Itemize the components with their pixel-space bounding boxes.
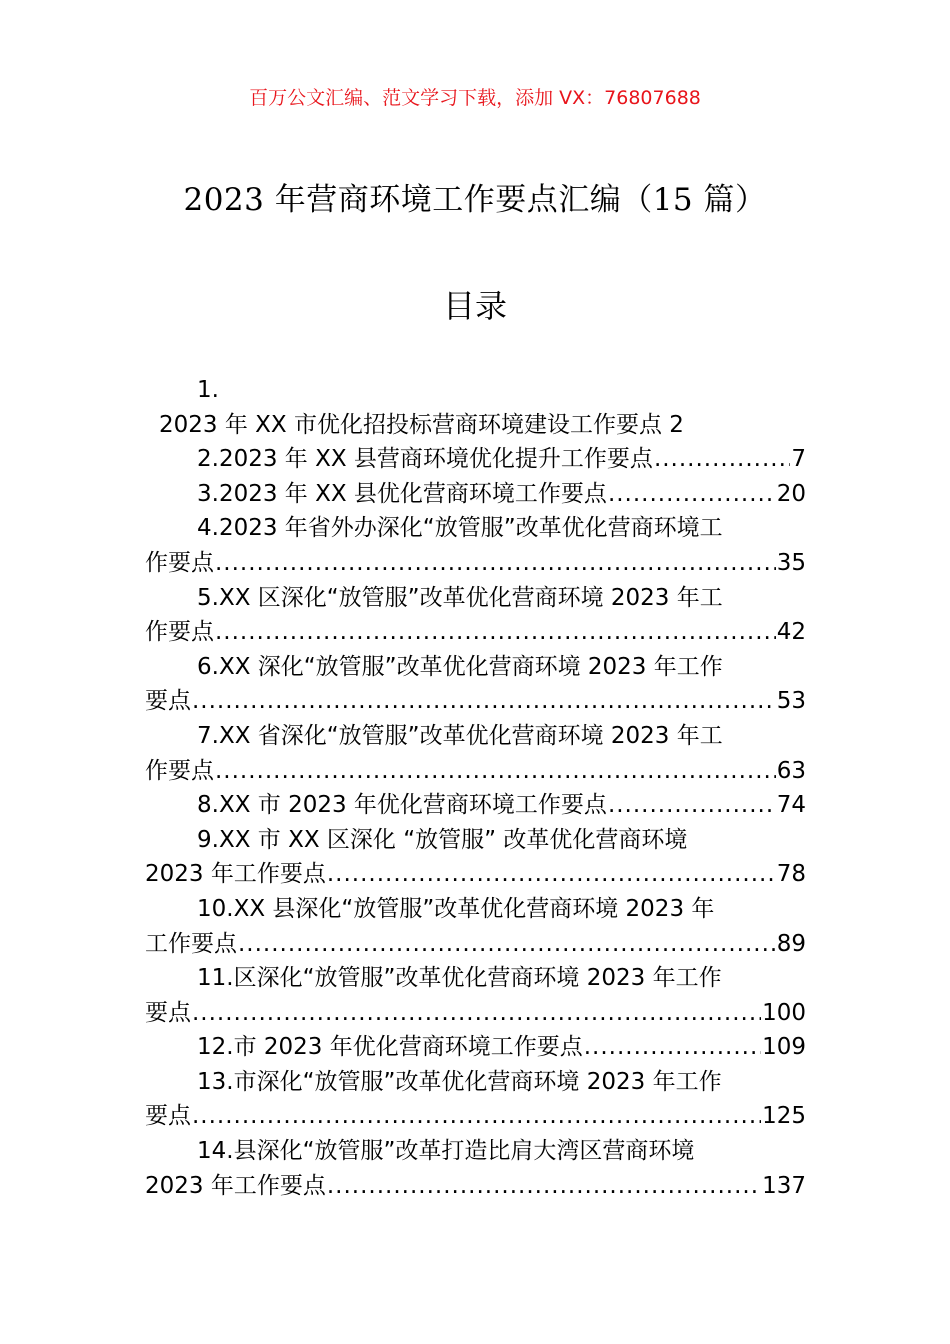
dot-leader	[215, 546, 776, 581]
toc-item-10-line2[interactable]	[145, 927, 806, 962]
dot-leader	[215, 754, 776, 789]
dot-leader	[584, 1030, 761, 1065]
toc-page-number: 35	[776, 549, 806, 576]
toc-item-6-line1[interactable]: 6.XX 深化“放管服”改革优化营商环境 2023 年工作	[197, 653, 723, 680]
toc-item-label: 作要点	[145, 549, 214, 576]
dot-leader	[192, 1099, 761, 1134]
toc-item-7-line1[interactable]: 7.XX 省深化“放管服”改革优化营商环境 2023 年工	[197, 722, 723, 749]
table-of-contents	[145, 373, 806, 1203]
toc-item-4-line2[interactable]	[145, 546, 806, 581]
toc-item-13-line2[interactable]	[145, 1099, 806, 1134]
toc-page-number: 42	[776, 619, 806, 646]
toc-page-number: 63	[776, 757, 806, 784]
dot-leader	[608, 788, 776, 823]
toc-item-11-line2[interactable]	[145, 996, 806, 1031]
toc-item-label: 2023 年工作要点	[145, 1172, 326, 1199]
dot-leader	[327, 1169, 761, 1204]
toc-item-8[interactable]	[145, 788, 806, 823]
toc-page-number: 78	[776, 861, 806, 888]
toc-item-3[interactable]	[145, 477, 806, 512]
toc-page-number: 74	[776, 792, 806, 819]
toc-page-number: 125	[762, 1103, 806, 1130]
toc-item-label: 8.XX 市 2023 年优化营商环境工作要点	[197, 792, 607, 819]
dot-leader	[654, 442, 790, 477]
toc-item-label: 2.2023 年 XX 县营商环境优化提升工作要点	[197, 446, 653, 473]
toc-page-number: 89	[776, 930, 806, 957]
toc-item-11-line1[interactable]: 11.区深化“放管服”改革优化营商环境 2023 年工作	[197, 965, 722, 992]
toc-item-4-line1[interactable]: 4.2023 年省外办深化“放管服”改革优化营商环境工	[197, 515, 723, 542]
dot-leader	[215, 615, 776, 650]
toc-page-number: 7	[791, 446, 806, 473]
toc-item-label: 作要点	[145, 619, 214, 646]
toc-item-label: 要点	[145, 688, 191, 715]
toc-page-number: 109	[762, 1034, 806, 1061]
toc-page-number: 20	[776, 480, 806, 507]
dot-leader	[238, 927, 776, 962]
download-banner: 百万公文汇编、范文学习下载，添加 VX：76807688	[249, 87, 701, 109]
toc-item-9-line1[interactable]: 9.XX 市 XX 区深化 “放管服” 改革优化营商环境	[197, 826, 688, 853]
toc-item-12[interactable]	[145, 1030, 806, 1065]
toc-item-label: 3.2023 年 XX 县优化营商环境工作要点	[197, 480, 607, 507]
dot-leader	[192, 996, 761, 1031]
toc-item-10-line1[interactable]: 10.XX 县深化“放管服”改革优化营商环境 2023 年	[197, 895, 715, 922]
toc-item-13-line1[interactable]: 13.市深化“放管服”改革优化营商环境 2023 年工作	[197, 1068, 722, 1095]
toc-item-14-line2[interactable]	[145, 1169, 806, 1204]
toc-page-number: 53	[776, 688, 806, 715]
dot-leader	[327, 857, 776, 892]
toc-item-label: 工作要点	[145, 930, 237, 957]
document-title: 2023 年营商环境工作要点汇编（15 篇）	[183, 182, 767, 218]
toc-item-label: 要点	[145, 999, 191, 1026]
dot-leader	[192, 684, 776, 719]
toc-item-5-line2[interactable]	[145, 615, 806, 650]
toc-item-2[interactable]	[145, 442, 806, 477]
toc-item-14-line1[interactable]: 14.县深化“放管服”改革打造比肩大湾区营商环境	[197, 1138, 695, 1165]
toc-item-5-line1[interactable]: 5.XX 区深化“放管服”改革优化营商环境 2023 年工	[197, 584, 723, 611]
toc-item-1-number[interactable]: 1.	[197, 377, 219, 403]
toc-item-label: 2023 年工作要点	[145, 861, 326, 888]
toc-item-6-line2[interactable]	[145, 684, 806, 719]
toc-item-label: 12.市 2023 年优化营商环境工作要点	[197, 1034, 583, 1061]
toc-item-label: 要点	[145, 1103, 191, 1130]
toc-item-1[interactable]: 2023 年 XX 市优化招投标营商环境建设工作要点 2	[159, 411, 684, 438]
dot-leader	[608, 477, 776, 512]
toc-item-7-line2[interactable]	[145, 754, 806, 789]
toc-page-number: 100	[762, 999, 806, 1026]
toc-heading: 目录	[442, 287, 507, 325]
toc-page-number: 137	[762, 1172, 806, 1199]
toc-item-label: 作要点	[145, 757, 214, 784]
toc-item-9-line2[interactable]	[145, 857, 806, 892]
